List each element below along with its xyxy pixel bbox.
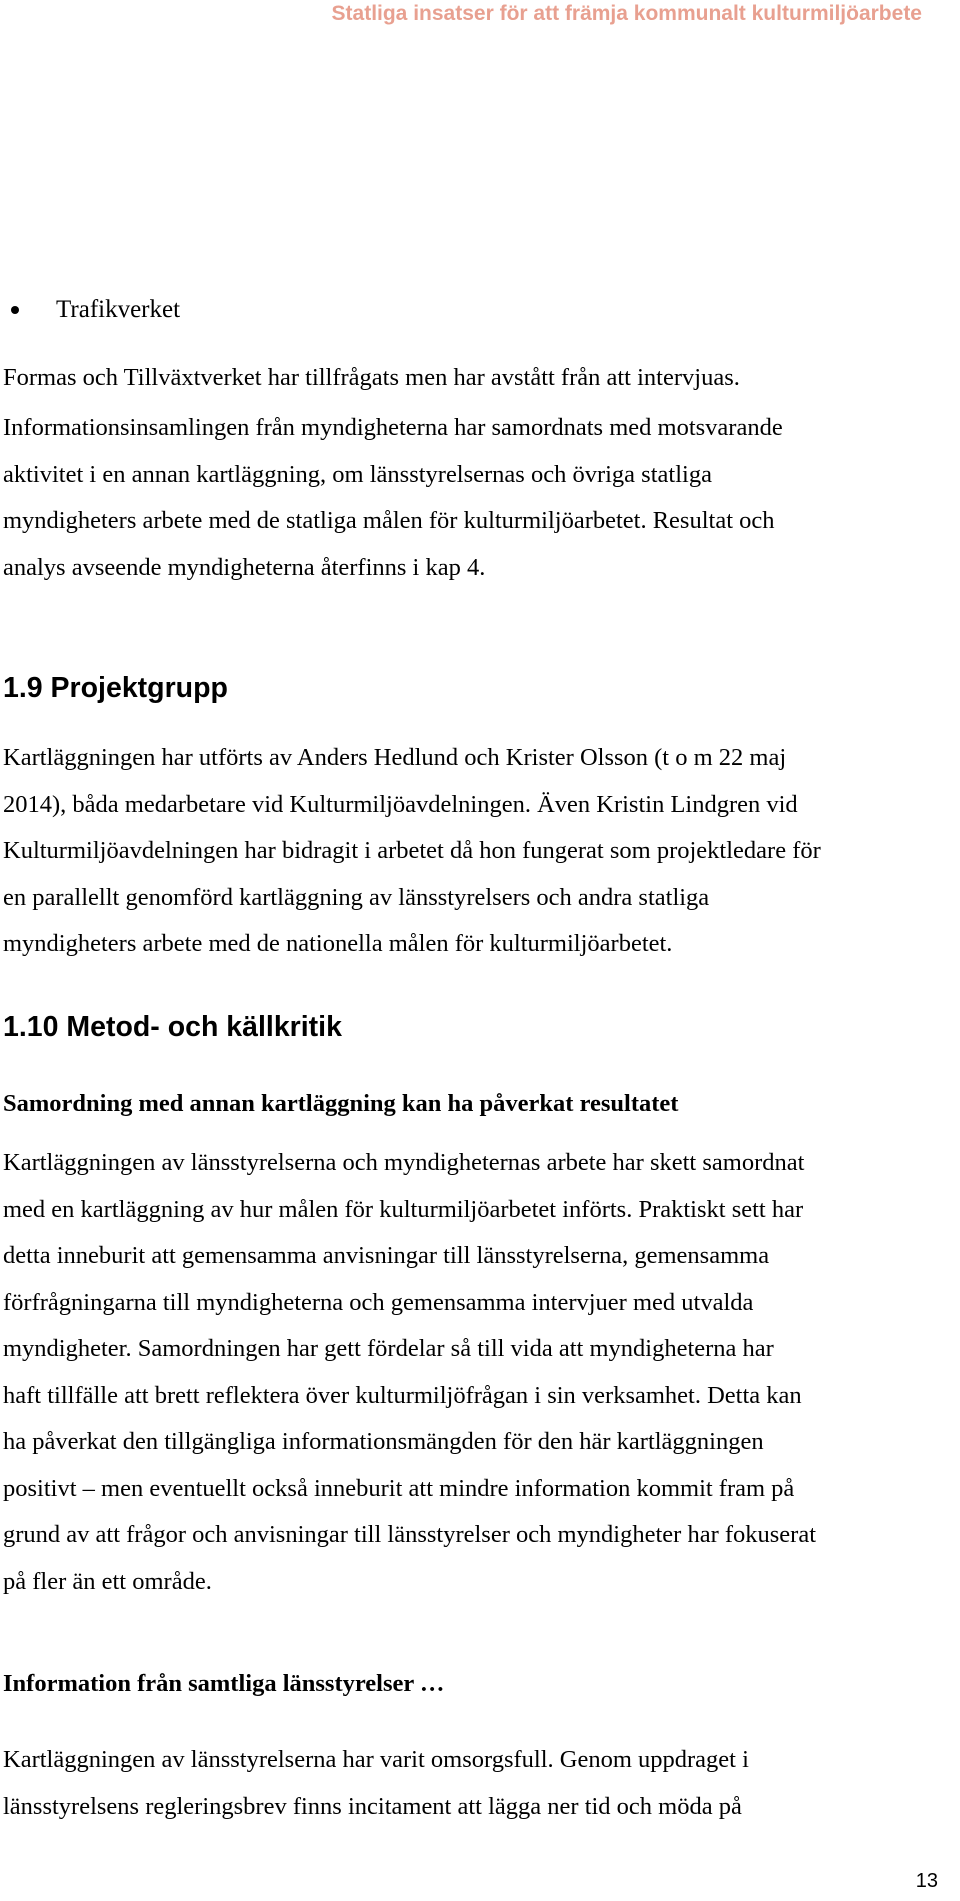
paragraph-line: på fler än ett område. (3, 1567, 212, 1595)
paragraph-line: detta inneburit att gemensamma anvisningar till länsstyrelserna, gemensamma (3, 1242, 770, 1269)
paragraph-line: grund av att frågor och anvisningar till länsstyrelser och myndigheter har fokuserat (3, 1521, 817, 1548)
section-heading-projektgrupp: 1.9 Projektgrupp (3, 672, 228, 704)
bullet-list-item (10, 296, 180, 324)
paragraph-line: Kartläggningen av länsstyrelserna och myndigheternas arbete har skett samordnat (3, 1149, 805, 1176)
paragraph-line: förfrågningarna till myndigheterna och gemensamma intervjuer med utvalda (3, 1288, 754, 1316)
paragraph-projektgrupp (3, 735, 948, 968)
paragraph-line: myndigheters arbete med de statliga målen för kulturmiljöarbetet. Resultat och (3, 507, 775, 534)
paragraph-line: positivt – men eventuellt också inneburit att mindre information kommit fram på (3, 1474, 795, 1502)
paragraph-line: haft tillfälle att brett reflektera över kulturmiljöfrågan i sin verksamhet. Detta kan (3, 1381, 802, 1409)
paragraph-line: 2014), båda medarbetare vid Kulturmiljöavdelningen. Även Kristin Lindgren vid (3, 790, 798, 818)
paragraph-line: myndigheters arbete med de nationella målen för kulturmiljöarbetet. (3, 930, 673, 957)
paragraph-line: med en kartläggning av hur målen för kulturmiljöarbetet införts. Praktiskt sett har (3, 1195, 804, 1223)
paragraph-line: länsstyrelsens regleringsbrev finns incitament att lägga ner tid och möda på (3, 1792, 742, 1820)
paragraph-formas (3, 355, 948, 402)
bullet-icon (11, 306, 19, 314)
paragraph-line: Informationsinsamlingen från myndigheterna har samordnats med motsvarande (3, 414, 783, 441)
paragraph-informationsinsamling (3, 405, 948, 591)
subheading-samordning: Samordning med annan kartläggning kan ha påverkat resultatet (3, 1090, 679, 1117)
paragraph-line: en parallellt genomförd kartläggning av länsstyrelsers och andra statliga (3, 883, 710, 911)
subheading-information: Information från samtliga länsstyrelser … (3, 1670, 445, 1697)
section-heading-metodkritik: 1.10 Metod- och källkritik (3, 1011, 342, 1043)
page-number: 13 (915, 1870, 938, 1892)
paragraph-line: myndigheter. Samordningen har gett fördelar så till vida att myndigheterna har (3, 1335, 774, 1362)
bullet-text: Trafikverket (56, 296, 181, 323)
paragraph-line: ha påverkat den tillgängliga informationsmängden för den här kartläggningen (3, 1428, 764, 1455)
paragraph-line: Kulturmiljöavdelningen har bidragit i arbetet då hon fungerat som projektledare för (3, 837, 821, 864)
running-header-title: Statliga insatser för att främja kommunalt kulturmiljöarbete (331, 2, 922, 25)
paragraph-samordning (3, 1140, 948, 1605)
paragraph-information (3, 1737, 948, 1830)
paragraph-line: Kartläggningen har utförts av Anders Hedlund och Krister Olsson (t o m 22 maj (3, 744, 787, 771)
paragraph-line: analys avseende myndigheterna återfinns i kap 4. (3, 553, 486, 581)
paragraph-line: aktivitet i en annan kartläggning, om länsstyrelsernas och övriga statliga (3, 460, 712, 488)
paragraph-line: Kartläggningen av länsstyrelserna har varit omsorgsfull. Genom uppdraget i (3, 1746, 749, 1773)
paragraph-line: Formas och Tillväxtverket har tillfrågats men har avstått från att intervjuas. (3, 364, 740, 391)
